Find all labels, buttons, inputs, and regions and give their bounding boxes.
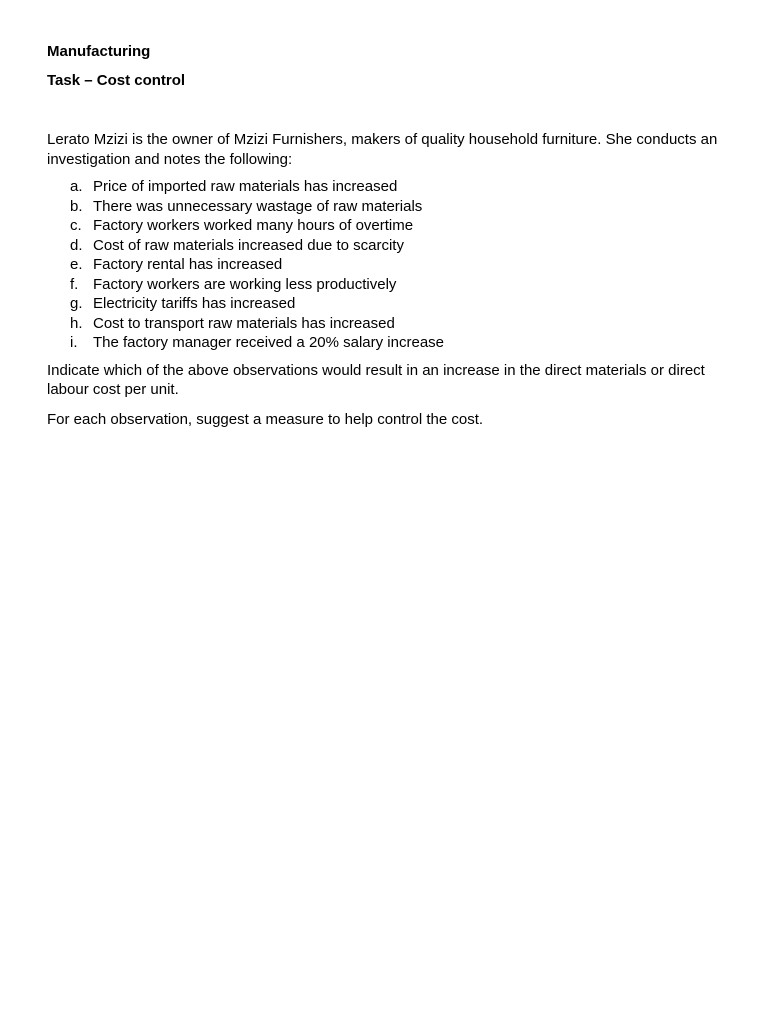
- list-item-text: Factory workers are working less productively: [93, 275, 397, 293]
- observations-list: [47, 177, 727, 353]
- list-item-letter: i.: [70, 334, 78, 351]
- list-item-letter: e.: [70, 256, 83, 273]
- list-item: [47, 177, 727, 197]
- instruction-paragraph-2: For each observation, suggest a measure to help control the cost.: [47, 410, 484, 428]
- list-item-letter: a.: [70, 178, 83, 195]
- subject-heading: Manufacturing: [47, 43, 151, 60]
- list-item-letter: g.: [70, 295, 83, 312]
- list-item: [47, 216, 727, 236]
- list-item-text: There was unnecessary wastage of raw materials: [93, 197, 423, 215]
- list-item: [47, 197, 727, 217]
- list-item-text: The factory manager received a 20% salary increase: [93, 334, 445, 351]
- list-item: [47, 333, 727, 353]
- document-page: [47, 42, 727, 439]
- list-item-letter: f.: [70, 275, 79, 293]
- list-item-letter: c.: [70, 217, 82, 234]
- list-item-text: Factory rental has increased: [93, 256, 283, 273]
- list-item-letter: d.: [70, 236, 83, 254]
- list-item-text: Price of imported raw materials has increased: [93, 178, 398, 195]
- list-item-text: Cost to transport raw materials has increased: [93, 314, 395, 332]
- task-heading: Task – Cost control: [47, 72, 186, 89]
- list-item: [47, 314, 727, 334]
- list-item-text: Electricity tariffs has increased: [93, 295, 296, 312]
- list-item: [47, 294, 727, 314]
- instruction-paragraph-1: Indicate which of the above observations would result in an increase in the direct materials or direct labour cost per unit.: [47, 361, 705, 398]
- list-item: [47, 275, 727, 295]
- list-item-text: Cost of raw materials increased due to scarcity: [93, 236, 404, 254]
- list-item: [47, 236, 727, 256]
- list-item-letter: b.: [70, 197, 83, 215]
- intro-paragraph: Lerato Mzizi is the owner of Mzizi Furnishers, makers of quality household furniture. She conducts an investigation and notes the following:: [47, 131, 718, 168]
- list-item-text: Factory workers worked many hours of overtime: [93, 217, 414, 234]
- list-item-letter: h.: [70, 314, 83, 332]
- list-item: [47, 255, 727, 275]
